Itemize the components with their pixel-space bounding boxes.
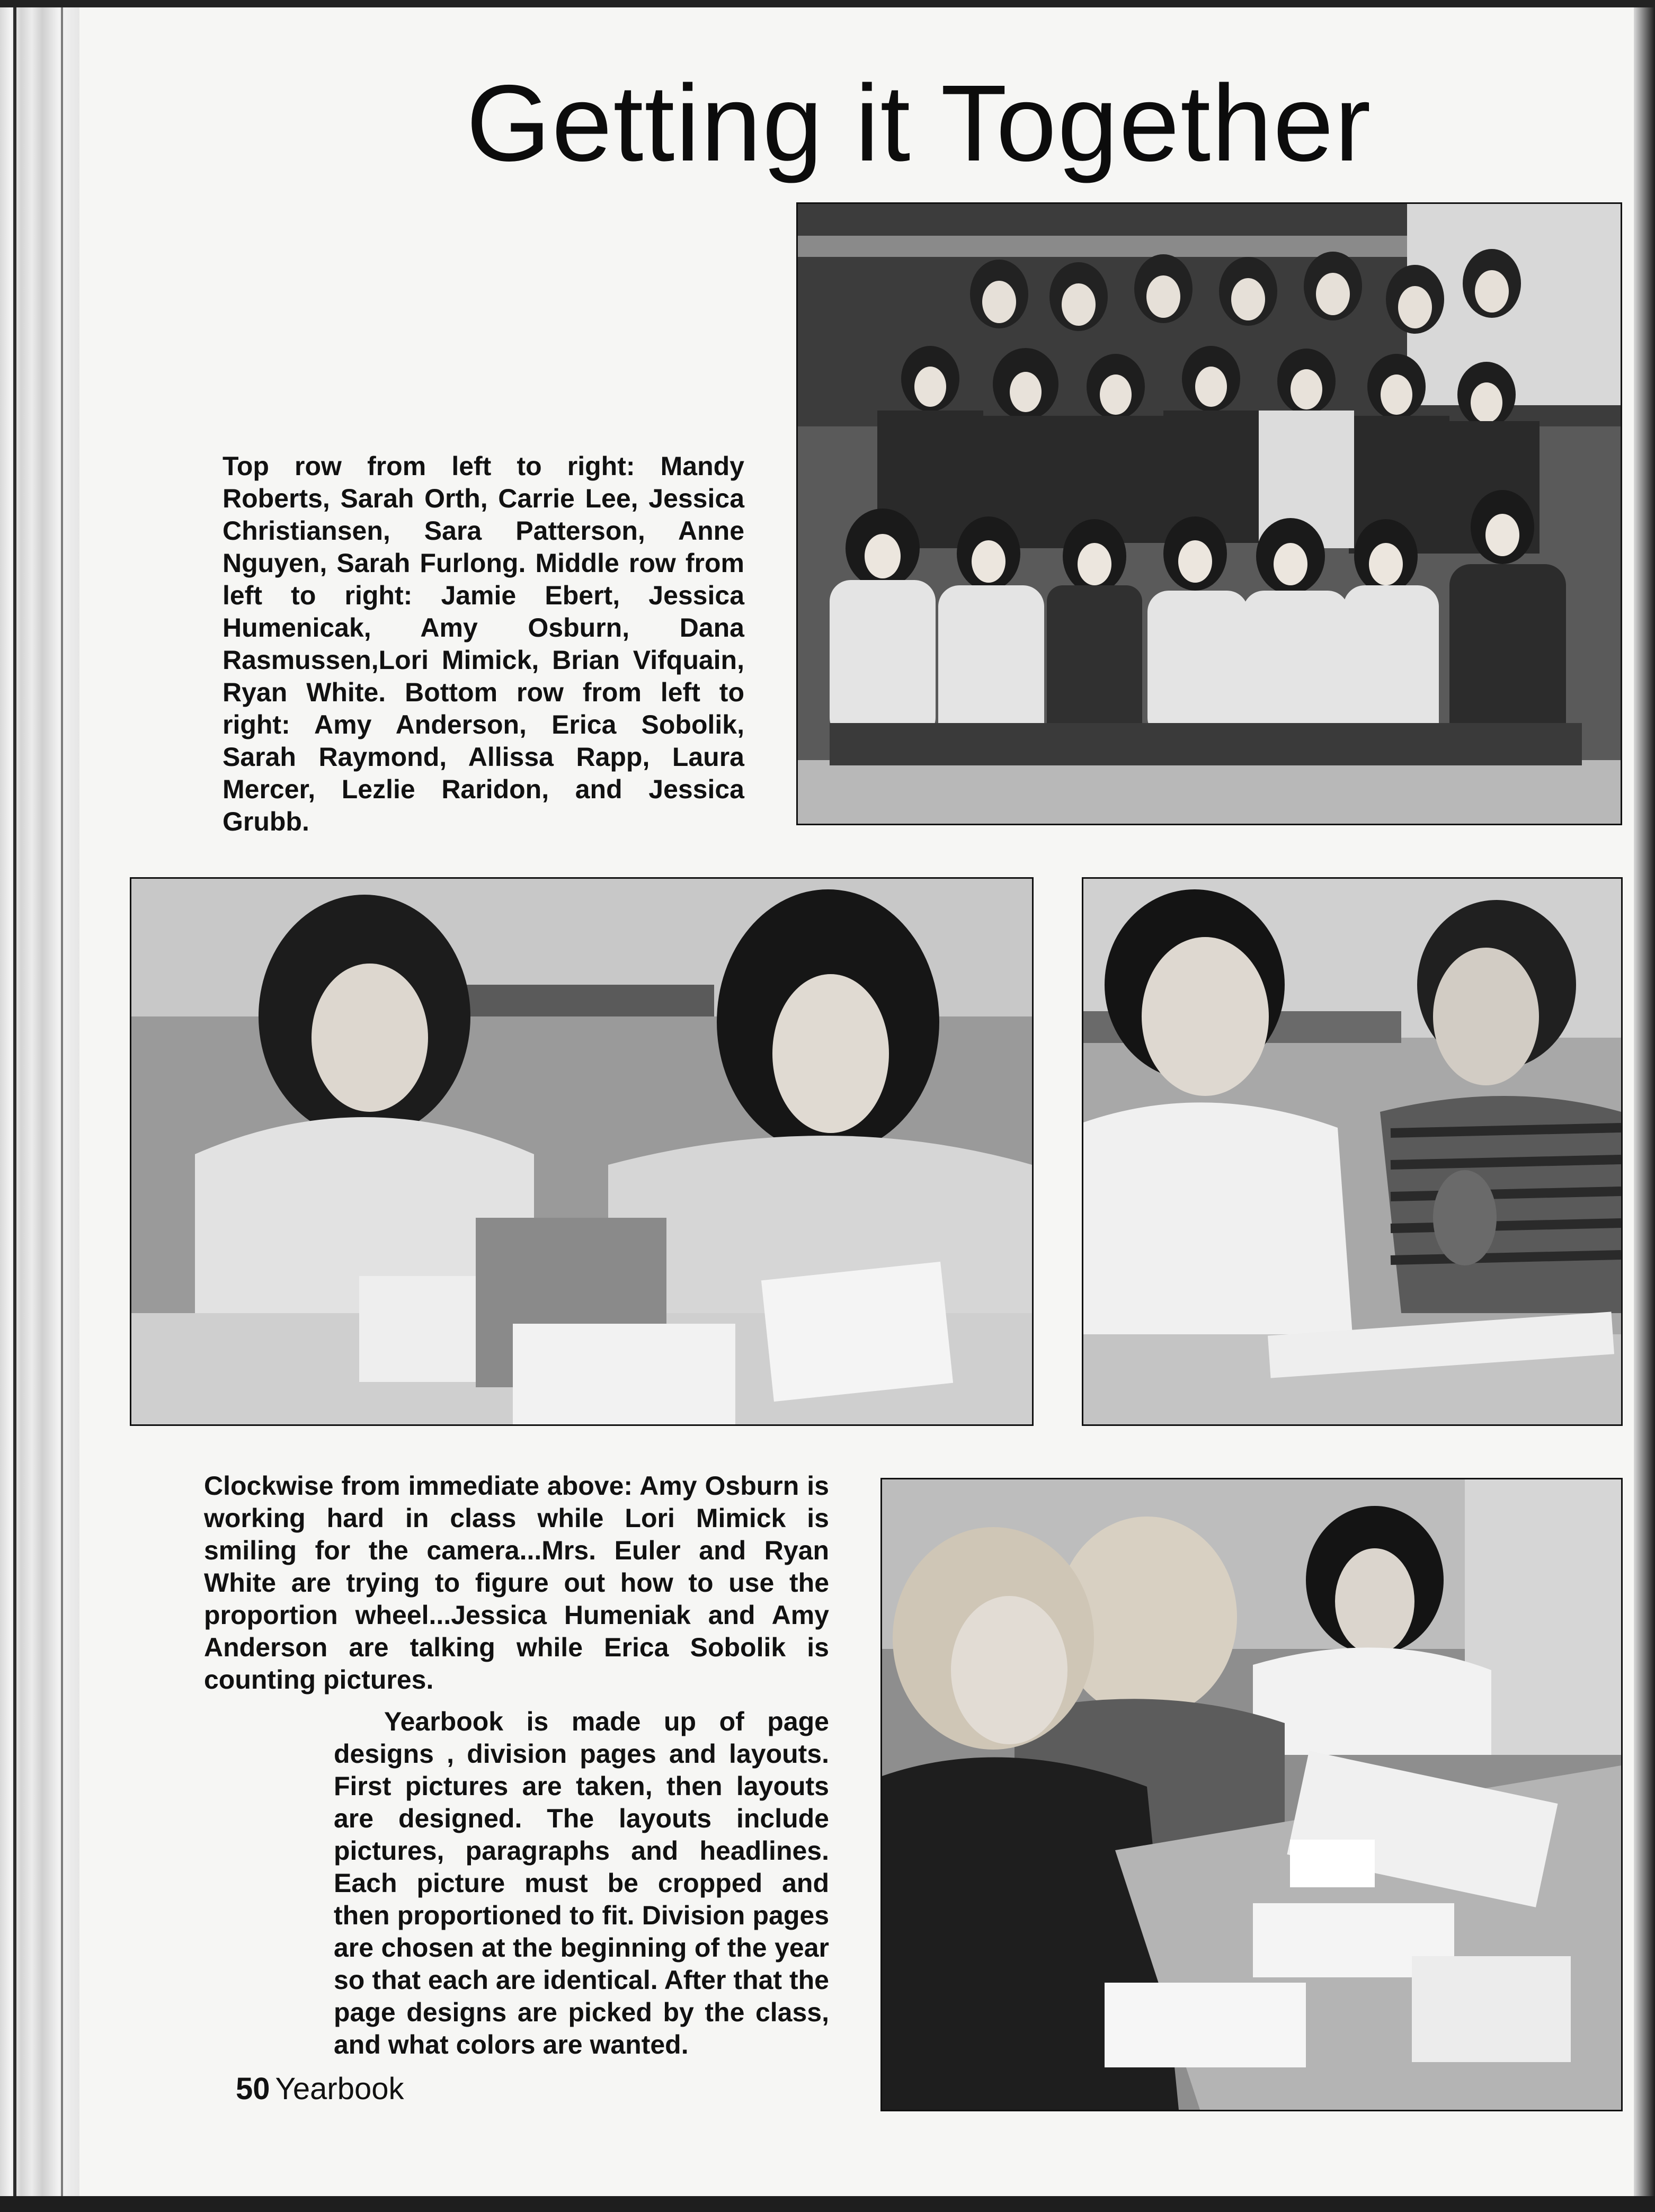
group-photo-caption: Top row from left to right: Mandy Roberts, Sarah Orth, Carrie Lee, Jessica Christiansen, Sara Patterson, Anne Nguyen, Sarah Furlong. Middle row from left to right: Jamie Ebert, Jessica Humenicak, Amy Osburn, Dana Rasmussen,Lori Mimick, Brian Vifquain, Ryan White. Bottom row from left to right: Amy Anderson, Erica Sobolik, Sarah Raymond, Allissa Rapp, Laura Mercer, Lezlie Raridon, and Jessica Grubb. (223, 451, 744, 836)
section-name: Yearbook (275, 2072, 404, 2106)
page-number: 50 (236, 2072, 270, 2106)
body-paragraph: Yearbook is made up of page designs , division pages and layouts. First pictures are taken, then layouts are designed. The layouts include pictures, paragraphs and headlines. Each picture must be cropped and then proportioned to fit. Division pages are chosen at the beginning of the year so that each are identical. After that the page designs are picked by the class, and what colors are wanted. (334, 1707, 829, 2059)
students-at-table-photo (880, 1478, 1623, 2111)
group-portrait-photo (796, 202, 1622, 825)
page-bottom-edge (0, 2196, 1655, 2212)
students-at-desk-image (131, 879, 1032, 1424)
page-folio (236, 2071, 404, 2107)
students-at-desk-photo (130, 877, 1034, 1426)
group-portrait-image (798, 204, 1621, 824)
teacher-and-student-photo (1082, 877, 1623, 1426)
clockwise-caption: Clockwise from immediate above: Amy Osburn is working hard in class while Lori Mimick is smiling for the camera...Mrs. Euler and Ryan White are trying to figure out how to use the proportion wheel...Jessica Humeniak and Amy Anderson are talking while Erica Sobolik is counting pictures. (204, 1471, 829, 1694)
page-binding (0, 0, 79, 2212)
students-at-table-image (882, 1479, 1621, 2110)
page-title: Getting it Together (466, 63, 1372, 184)
page-right-edge (1634, 0, 1655, 2212)
teacher-and-student-image (1083, 879, 1621, 1424)
page-top-edge (0, 0, 1655, 7)
